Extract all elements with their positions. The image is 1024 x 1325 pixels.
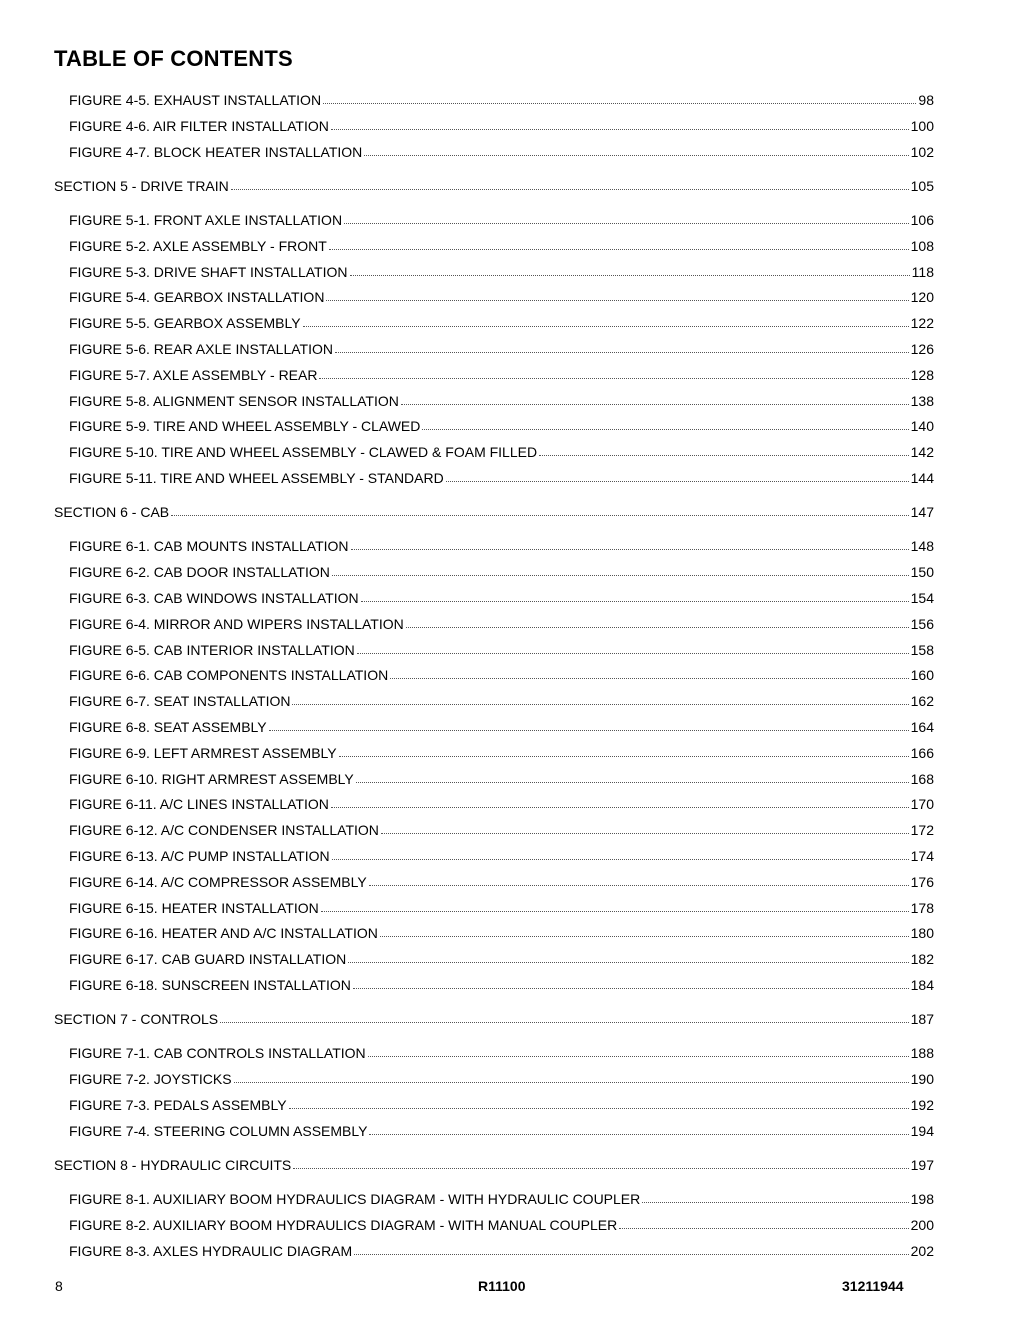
toc-entry-label: FIGURE 6-10. RIGHT ARMREST ASSEMBLY xyxy=(69,770,354,787)
toc-dot-leader xyxy=(357,653,909,654)
toc-entry-label: SECTION 7 - CONTROLS xyxy=(54,1011,219,1028)
toc-dot-leader xyxy=(619,1228,908,1229)
toc-dot-leader xyxy=(331,807,909,808)
toc-figure-entry[interactable] xyxy=(69,744,934,762)
toc-entry-page: 164 xyxy=(910,719,934,735)
toc-figure-entry[interactable] xyxy=(69,288,934,306)
toc-entry-page: 118 xyxy=(911,263,934,280)
toc-dot-leader xyxy=(321,911,909,912)
toc-entry-page: 106 xyxy=(910,212,934,228)
footer-model: R11100 xyxy=(478,1278,526,1294)
toc-figure-entry[interactable] xyxy=(69,314,934,332)
toc-dot-leader xyxy=(332,859,909,860)
toc-figure-entry[interactable] xyxy=(69,417,934,435)
toc-entry-page: 160 xyxy=(910,667,934,684)
toc-entry-page: 190 xyxy=(910,1071,934,1088)
toc-entry-label: FIGURE 5-4. GEARBOX INSTALLATION xyxy=(69,289,325,306)
toc-entry-label: FIGURE 7-1. CAB CONTROLS INSTALLATION xyxy=(69,1045,366,1062)
toc-entry-label: FIGURE 5-2. AXLE ASSEMBLY - FRONT xyxy=(69,237,327,254)
toc-entry-label: FIGURE 6-14. A/C COMPRESSOR ASSEMBLY xyxy=(69,873,367,890)
toc-entry-page: 148 xyxy=(910,538,934,555)
toc-figure-entry[interactable] xyxy=(69,117,934,135)
toc-dot-leader xyxy=(642,1202,908,1203)
toc-entry-label: FIGURE 6-9. LEFT ARMREST ASSEMBLY xyxy=(69,744,337,761)
toc-entry-label: FIGURE 6-13. A/C PUMP INSTALLATION xyxy=(69,848,330,864)
toc-figure-entry[interactable] xyxy=(69,1096,934,1114)
toc-entry-label: FIGURE 4-7. BLOCK HEATER INSTALLATION xyxy=(69,143,363,160)
toc-figure-entry[interactable] xyxy=(69,1216,934,1234)
toc-figure-entry[interactable] xyxy=(69,366,934,384)
toc-entry-page: 98 xyxy=(918,92,934,108)
toc-figure-entry[interactable] xyxy=(69,91,934,109)
toc-dot-leader xyxy=(234,1082,909,1083)
toc-dot-leader xyxy=(401,404,909,405)
toc-figure-entry[interactable] xyxy=(69,340,934,358)
toc-figure-entry[interactable] xyxy=(69,641,934,659)
toc-entry-page: 187 xyxy=(910,1011,934,1028)
toc-entry-page: 158 xyxy=(910,641,934,658)
toc-figure-entry[interactable] xyxy=(69,950,934,968)
toc-dot-leader xyxy=(171,515,909,516)
toc-figure-entry[interactable] xyxy=(69,899,934,917)
toc-figure-entry[interactable] xyxy=(69,537,934,555)
toc-dot-leader xyxy=(351,549,909,550)
toc-entry-label: FIGURE 6-16. HEATER AND A/C INSTALLATION xyxy=(69,925,378,942)
toc-section-entry[interactable] xyxy=(54,177,934,195)
toc-dot-leader xyxy=(353,988,909,989)
toc-entry-page: 140 xyxy=(910,418,934,435)
toc-dot-leader xyxy=(269,730,909,731)
toc-entry-label: FIGURE 8-2. AUXILIARY BOOM HYDRAULICS DIAGRAM - WITH MANUAL COUPLER xyxy=(69,1217,618,1233)
toc-entry-label: FIGURE 4-6. AIR FILTER INSTALLATION xyxy=(69,117,329,134)
toc-figure-entry[interactable] xyxy=(69,976,934,994)
toc-entry-label: SECTION 6 - CAB xyxy=(54,504,170,521)
toc-entry-label: FIGURE 6-3. CAB WINDOWS INSTALLATION xyxy=(69,590,359,606)
toc-entry-label: SECTION 8 - HYDRAULIC CIRCUITS xyxy=(54,1157,292,1173)
toc-entry-page: 142 xyxy=(910,444,934,461)
toc-figure-entry[interactable] xyxy=(69,615,934,633)
toc-dot-leader xyxy=(319,378,908,379)
toc-dot-leader xyxy=(361,601,909,602)
toc-entry-label: FIGURE 5-8. ALIGNMENT SENSOR INSTALLATION xyxy=(69,392,399,409)
toc-dot-leader xyxy=(364,155,908,156)
toc-dot-leader xyxy=(323,103,916,104)
toc-entry-label: FIGURE 5-10. TIRE AND WHEEL ASSEMBLY - CLAWED & FOAM FILLED xyxy=(69,444,538,461)
toc-section-entry[interactable] xyxy=(54,503,934,521)
toc-entry-label: FIGURE 6-15. HEATER INSTALLATION xyxy=(69,899,319,916)
toc-dot-leader xyxy=(329,249,909,250)
toc-entry-page: 197 xyxy=(910,1157,934,1173)
toc-entry-label: FIGURE 5-9. TIRE AND WHEEL ASSEMBLY - CLAWED xyxy=(69,418,421,435)
toc-entry-page: 176 xyxy=(910,873,934,890)
toc-dot-leader xyxy=(422,429,908,430)
toc-dot-leader xyxy=(354,1254,908,1255)
toc-section-entry[interactable] xyxy=(54,1156,934,1174)
toc-dot-leader xyxy=(231,189,909,190)
toc-dot-leader xyxy=(332,575,909,576)
toc-entry-page: 126 xyxy=(910,341,934,357)
toc-dot-leader xyxy=(339,756,909,757)
toc-entry-label: FIGURE 7-3. PEDALS ASSEMBLY xyxy=(69,1097,287,1113)
toc-entry-page: 154 xyxy=(910,590,934,606)
toc-dot-leader xyxy=(350,275,910,276)
toc-entry-page: 128 xyxy=(910,366,934,383)
toc-entry-page: 102 xyxy=(910,143,934,160)
toc-figure-entry[interactable] xyxy=(69,143,934,161)
toc-entry-page: 198 xyxy=(910,1191,934,1208)
toc-figure-entry[interactable] xyxy=(69,237,934,255)
toc-figure-entry[interactable] xyxy=(69,443,934,461)
toc-entry-label: FIGURE 6-1. CAB MOUNTS INSTALLATION xyxy=(69,538,349,555)
toc-figure-entry[interactable] xyxy=(69,589,934,607)
toc-dot-leader xyxy=(381,833,909,834)
toc-entry-label: FIGURE 6-12. A/C CONDENSER INSTALLATION xyxy=(69,822,379,839)
toc-entry-page: 192 xyxy=(910,1097,934,1113)
toc-dot-leader xyxy=(344,223,909,224)
toc-entry-label: FIGURE 7-4. STEERING COLUMN ASSEMBLY xyxy=(69,1122,368,1139)
toc-entry-page: 147 xyxy=(910,504,934,521)
toc-entry-label: FIGURE 4-5. EXHAUST INSTALLATION xyxy=(69,92,322,108)
toc-figure-entry[interactable] xyxy=(69,563,934,581)
toc-entry-label: FIGURE 6-5. CAB INTERIOR INSTALLATION xyxy=(69,641,355,658)
toc-dot-leader xyxy=(303,326,909,327)
toc-entry-label: SECTION 5 - DRIVE TRAIN xyxy=(54,177,229,194)
toc-entry-label: FIGURE 6-8. SEAT ASSEMBLY xyxy=(69,719,267,735)
toc-entry-page: 174 xyxy=(910,848,934,864)
toc-dot-leader xyxy=(390,678,908,679)
toc-dot-leader xyxy=(335,352,909,353)
footer-part-number: 31211944 xyxy=(842,1278,904,1294)
toc-entry-label: FIGURE 8-3. AXLES HYDRAULIC DIAGRAM xyxy=(69,1242,353,1259)
toc-entry-page: 180 xyxy=(910,925,934,942)
toc-dot-leader xyxy=(368,1056,909,1057)
toc-entry-page: 144 xyxy=(910,470,934,486)
toc-entry-label: FIGURE 5-6. REAR AXLE INSTALLATION xyxy=(69,341,333,357)
page-title: TABLE OF CONTENTS xyxy=(54,46,293,71)
toc-entry-label: FIGURE 6-18. SUNSCREEN INSTALLATION xyxy=(69,977,351,993)
toc-entry-page: 122 xyxy=(910,315,934,332)
toc-entry-label: FIGURE 6-17. CAB GUARD INSTALLATION xyxy=(69,951,347,968)
toc-entry-page: 194 xyxy=(910,1122,934,1139)
toc-dot-leader xyxy=(292,704,908,705)
toc-entry-label: FIGURE 5-5. GEARBOX ASSEMBLY xyxy=(69,315,301,332)
toc-figure-entry[interactable] xyxy=(69,666,934,684)
toc-figure-entry[interactable] xyxy=(69,692,934,710)
toc-dot-leader xyxy=(406,627,909,628)
toc-entry-page: 170 xyxy=(910,796,934,813)
footer-page-number: 8 xyxy=(55,1278,63,1294)
toc-dot-leader xyxy=(380,936,909,937)
toc-entry-page: 184 xyxy=(910,977,934,993)
toc-dot-leader xyxy=(326,300,908,301)
toc-figure-entry[interactable] xyxy=(69,1122,934,1140)
toc-entry-page: 162 xyxy=(910,693,934,710)
toc-entry-page: 166 xyxy=(910,744,934,761)
toc-dot-leader xyxy=(289,1108,909,1109)
toc-entry-page: 188 xyxy=(910,1045,934,1062)
toc-dot-leader xyxy=(539,455,909,456)
toc-entry-label: FIGURE 7-2. JOYSTICKS xyxy=(69,1071,232,1088)
toc-entry-page: 156 xyxy=(910,615,934,632)
toc-entry-page: 182 xyxy=(910,951,934,968)
toc-entry-label: FIGURE 6-2. CAB DOOR INSTALLATION xyxy=(69,564,330,581)
toc-figure-entry[interactable] xyxy=(69,1070,934,1088)
toc-figure-entry[interactable] xyxy=(69,821,934,839)
toc-figure-entry[interactable] xyxy=(69,795,934,813)
toc-dot-leader xyxy=(356,782,909,783)
toc-entry-label: FIGURE 6-4. MIRROR AND WIPERS INSTALLATION xyxy=(69,615,404,632)
toc-figure-entry[interactable] xyxy=(69,1242,934,1260)
toc-figure-entry[interactable] xyxy=(69,211,934,229)
toc-figure-entry[interactable] xyxy=(69,873,934,891)
toc-entry-label: FIGURE 8-1. AUXILIARY BOOM HYDRAULICS DIAGRAM - WITH HYDRAULIC COUPLER xyxy=(69,1191,641,1208)
toc-figure-entry[interactable] xyxy=(69,392,934,410)
toc-figure-entry[interactable] xyxy=(69,847,934,865)
toc-section-entry[interactable] xyxy=(54,1010,934,1028)
toc-figure-entry[interactable] xyxy=(69,770,934,788)
toc-figure-entry[interactable] xyxy=(69,263,934,281)
toc-entry-page: 200 xyxy=(910,1217,934,1233)
toc-entry-label: FIGURE 6-11. A/C LINES INSTALLATION xyxy=(69,796,329,813)
toc-dot-leader xyxy=(369,1134,908,1135)
toc-figure-entry[interactable] xyxy=(69,718,934,736)
toc-entry-page: 178 xyxy=(910,899,934,916)
toc-entry-page: 138 xyxy=(910,392,934,409)
toc-entry-page: 168 xyxy=(910,770,934,787)
toc-figure-entry[interactable] xyxy=(69,924,934,942)
toc-entry-page: 172 xyxy=(910,822,934,839)
toc-entry-label: FIGURE 6-7. SEAT INSTALLATION xyxy=(69,693,291,710)
toc-entry-page: 108 xyxy=(910,237,934,254)
toc-dot-leader xyxy=(293,1168,908,1169)
toc-dot-leader xyxy=(220,1022,909,1023)
toc-dot-leader xyxy=(331,129,909,130)
toc-entry-page: 120 xyxy=(910,289,934,306)
toc-entry-page: 100 xyxy=(910,117,934,134)
toc-figure-entry[interactable] xyxy=(69,1044,934,1062)
toc-entry-label: FIGURE 5-7. AXLE ASSEMBLY - REAR xyxy=(69,366,318,383)
toc-entry-label: FIGURE 6-6. CAB COMPONENTS INSTALLATION xyxy=(69,667,389,684)
toc-dot-leader xyxy=(446,481,909,482)
toc-dot-leader xyxy=(369,885,909,886)
toc-entry-page: 150 xyxy=(910,564,934,581)
toc-entry-page: 202 xyxy=(910,1242,934,1259)
toc-figure-entry[interactable] xyxy=(69,469,934,487)
toc-entry-label: FIGURE 5-11. TIRE AND WHEEL ASSEMBLY - STANDARD xyxy=(69,470,444,486)
toc-entry-label: FIGURE 5-3. DRIVE SHAFT INSTALLATION xyxy=(69,263,348,280)
toc-figure-entry[interactable] xyxy=(69,1190,934,1208)
toc-entry-page: 105 xyxy=(910,177,934,194)
toc-entry-label: FIGURE 5-1. FRONT AXLE INSTALLATION xyxy=(69,212,343,228)
toc-dot-leader xyxy=(348,962,908,963)
